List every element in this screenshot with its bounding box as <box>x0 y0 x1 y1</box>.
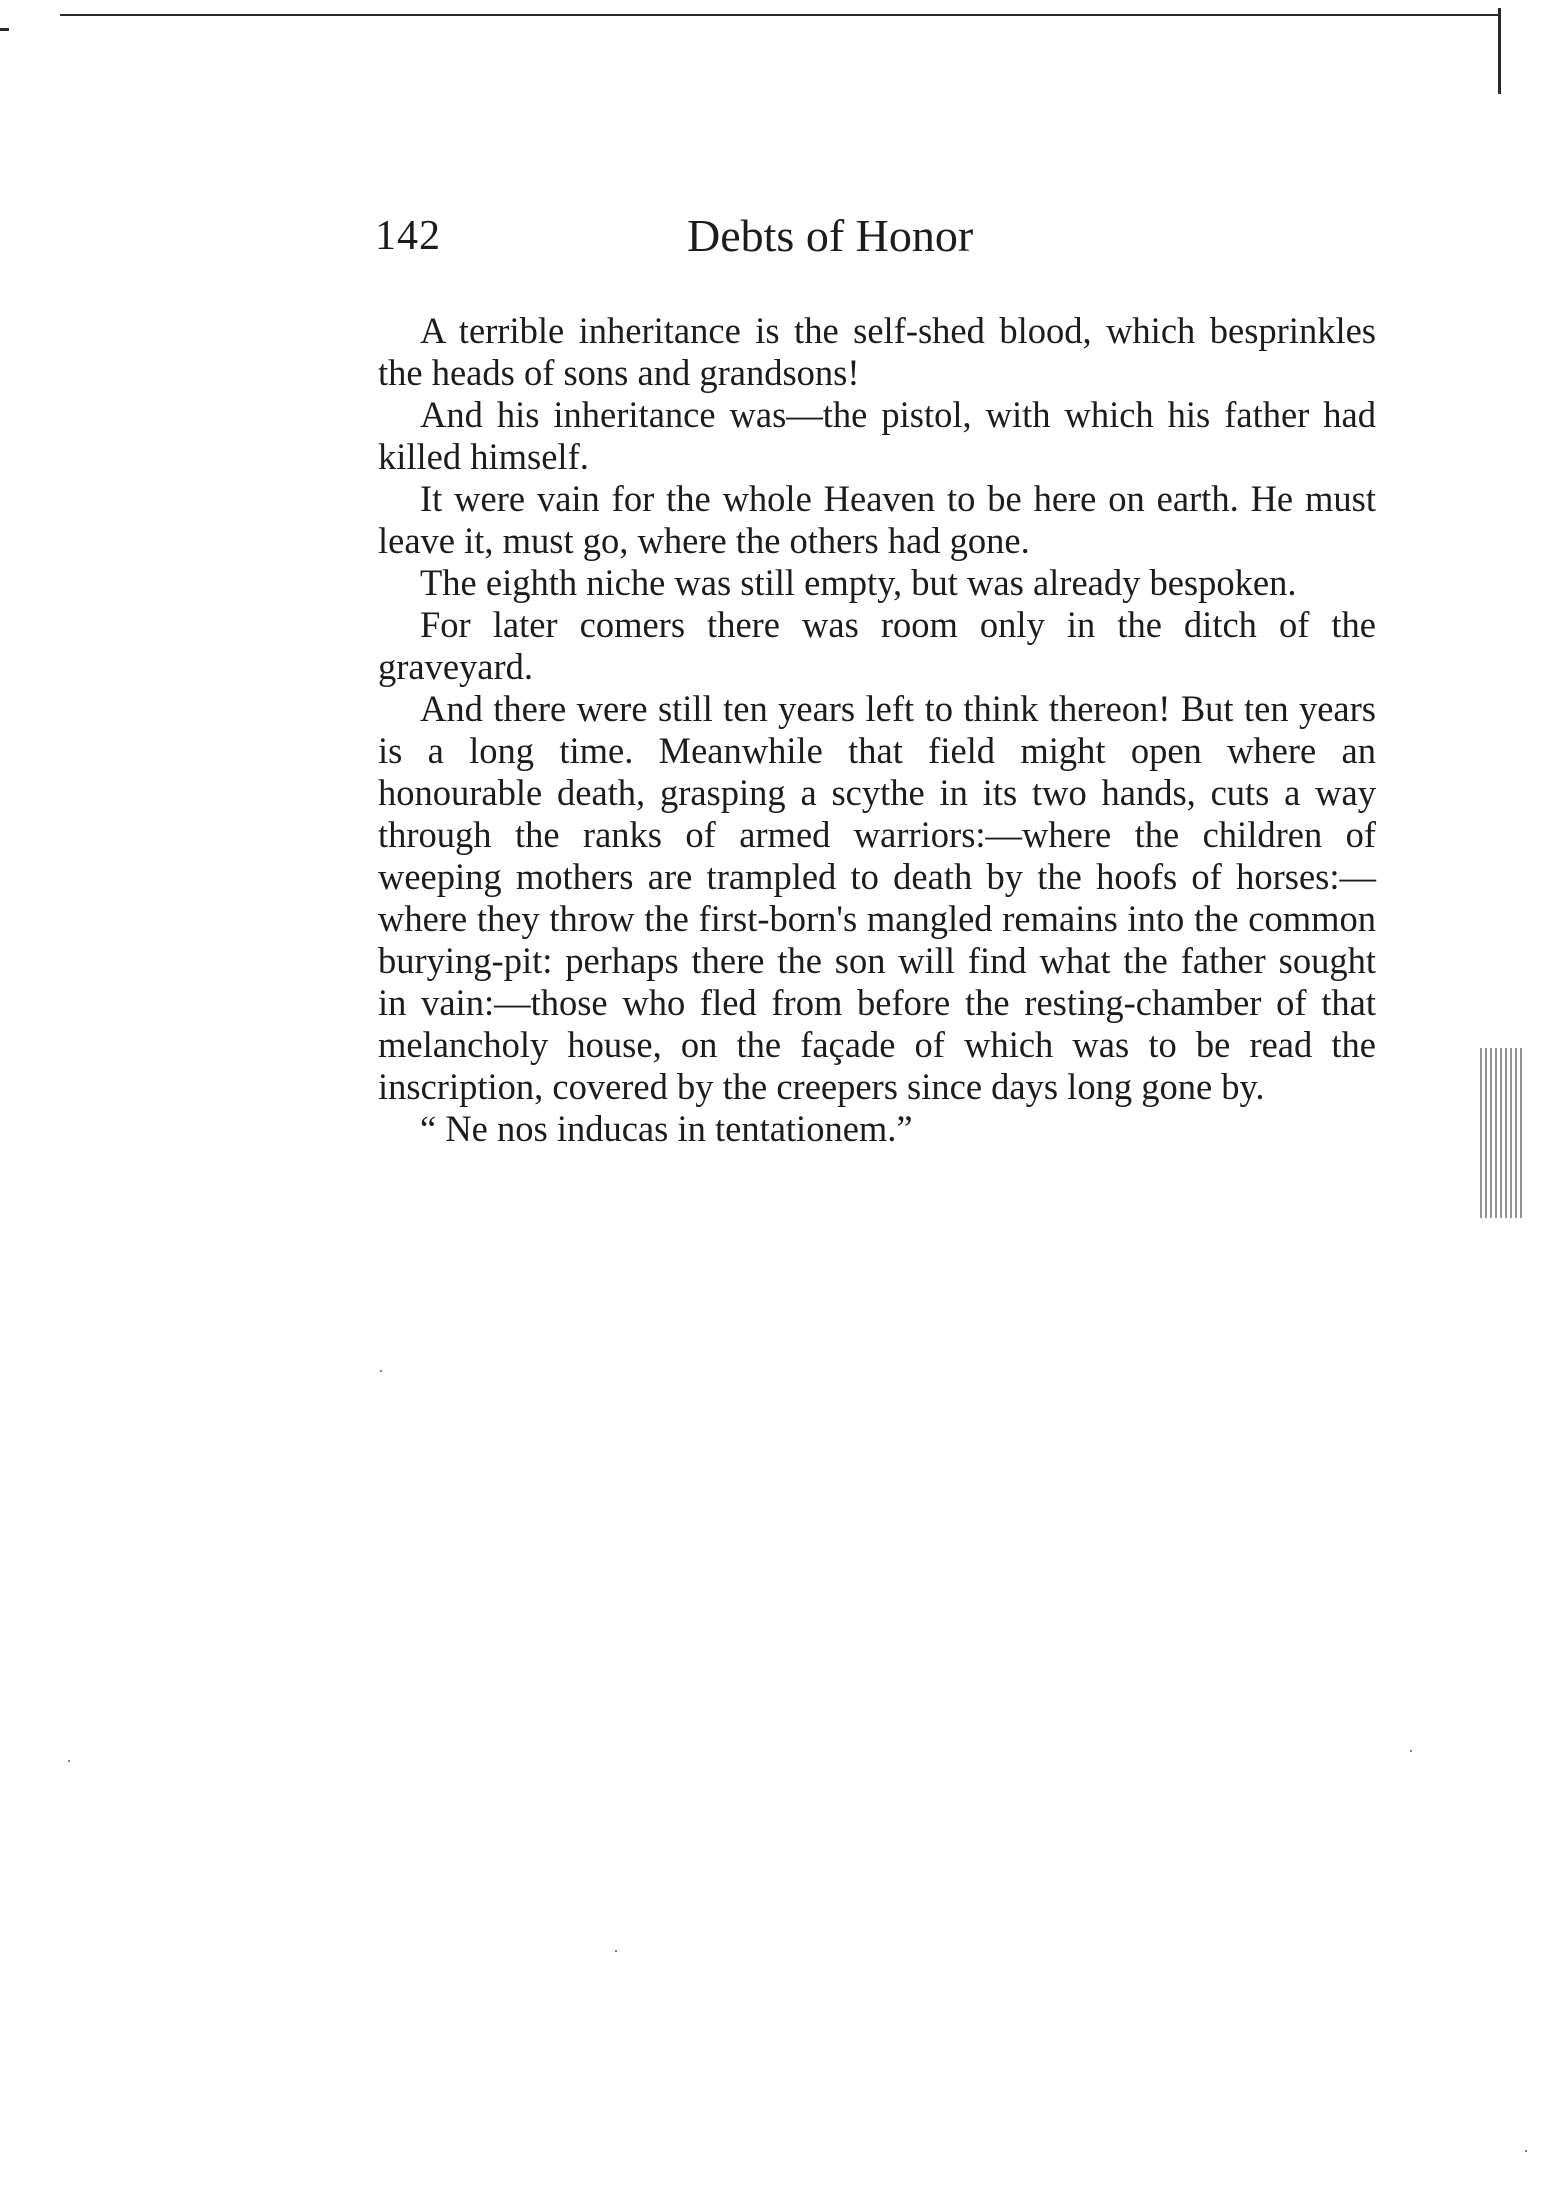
running-head-title: Debts of Honor <box>687 210 974 261</box>
scan-speck <box>380 1370 382 1372</box>
scan-speck <box>1525 2150 1527 2152</box>
paragraph: A terrible inheritance is the self-shed blood, which besprinkles the heads of sons and grandsons! <box>378 310 1376 393</box>
paragraph: It were vain for the whole Heaven to be here on earth. He must leave it, must go, where the others had gone. <box>378 478 1376 561</box>
scan-speck <box>68 1760 70 1762</box>
body-text <box>378 310 1376 1150</box>
closing-quotation: “ Ne nos inducas in tentationem.” <box>420 1108 913 1149</box>
paragraph: The eighth niche was still empty, but was already bespoken. <box>420 562 1297 603</box>
top-page-edge-rule <box>60 14 1500 16</box>
page-number: 142 <box>375 213 441 259</box>
paragraph: And his inheritance was—the pistol, with which his father had killed himself. <box>378 394 1376 477</box>
paragraph: And there were still ten years left to think thereon! But ten years is a long time. Meanwhile that field might open where an honourable death, grasping a scythe in its two hands, cuts a way through the ranks of armed warriors:—where the children of weeping mothers are trampled to death by the hoofs of horses:—where they throw the first-born's mangled remains into the common burying-pit: perhaps there the son will find what the father sought in vain:—those who fled from before the resting-chamber of that melancholy house, on the façade of which was to be read the inscription, covered by the creepers since days long gone by. <box>378 688 1376 1107</box>
paragraph: For later comers there was room only in the ditch of the graveyard. <box>378 604 1376 687</box>
left-edge-mark <box>0 28 9 31</box>
top-right-page-edge <box>1498 8 1501 94</box>
scan-speck <box>615 1950 617 1952</box>
page-header <box>375 208 1065 264</box>
scan-bleed-mark <box>1480 1048 1524 1218</box>
scan-speck <box>1410 1750 1412 1752</box>
